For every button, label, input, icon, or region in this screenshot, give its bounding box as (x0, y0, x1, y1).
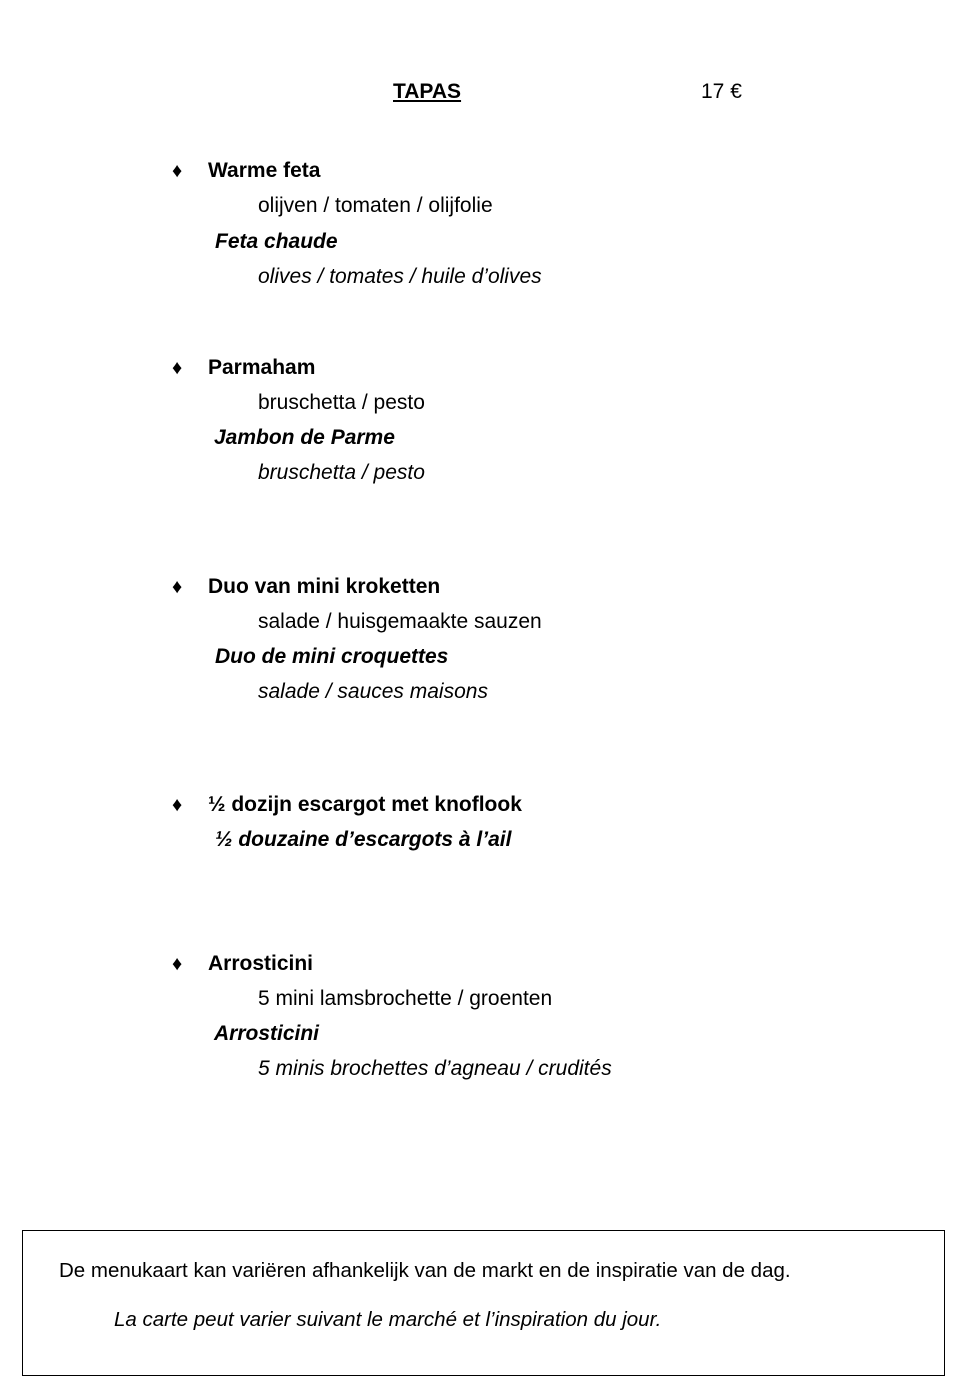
menu-price: 17 € (701, 80, 742, 103)
item-description-fr: bruschetta / pesto (258, 461, 425, 484)
diamond-bullet-icon: ♦ (172, 357, 183, 379)
diamond-bullet-icon: ♦ (172, 160, 183, 182)
diamond-bullet-icon: ♦ (172, 953, 183, 975)
diamond-bullet-icon: ♦ (172, 576, 183, 598)
item-description-nl: olijven / tomaten / olijfolie (258, 194, 493, 217)
item-description-nl: bruschetta / pesto (258, 391, 425, 414)
item-description-fr: 5 minis brochettes d’agneau / crudités (258, 1057, 612, 1080)
item-name-fr: Feta chaude (215, 230, 338, 253)
notice-box (22, 1230, 945, 1376)
item-description-fr: olives / tomates / huile d’olives (258, 265, 542, 288)
item-name-fr: ½ douzaine d’escargots à l’ail (215, 828, 512, 851)
item-name-nl: Parmaham (208, 356, 316, 379)
item-description-nl: salade / huisgemaakte sauzen (258, 610, 542, 633)
item-name-fr: Duo de mini croquettes (215, 645, 449, 668)
item-name-nl: Duo van mini kroketten (208, 575, 441, 598)
item-description-nl: 5 mini lamsbrochette / groenten (258, 987, 553, 1010)
notice-text-nl: De menukaart kan variëren afhankelijk van de markt en de inspiratie van de dag. (59, 1259, 791, 1282)
item-name-fr: Arrosticini (214, 1022, 320, 1045)
diamond-bullet-icon: ♦ (172, 794, 183, 816)
item-name-nl: Arrosticini (208, 952, 314, 975)
item-name-fr: Jambon de Parme (214, 426, 395, 449)
item-description-fr: salade / sauces maisons (258, 680, 488, 703)
menu-title: TAPAS (393, 80, 462, 103)
notice-text-fr: La carte peut varier suivant le marché et l’inspiration du jour. (114, 1308, 662, 1331)
item-name-nl: Warme feta (208, 159, 321, 182)
item-name-nl: ½ dozijn escargot met knoflook (208, 793, 522, 816)
